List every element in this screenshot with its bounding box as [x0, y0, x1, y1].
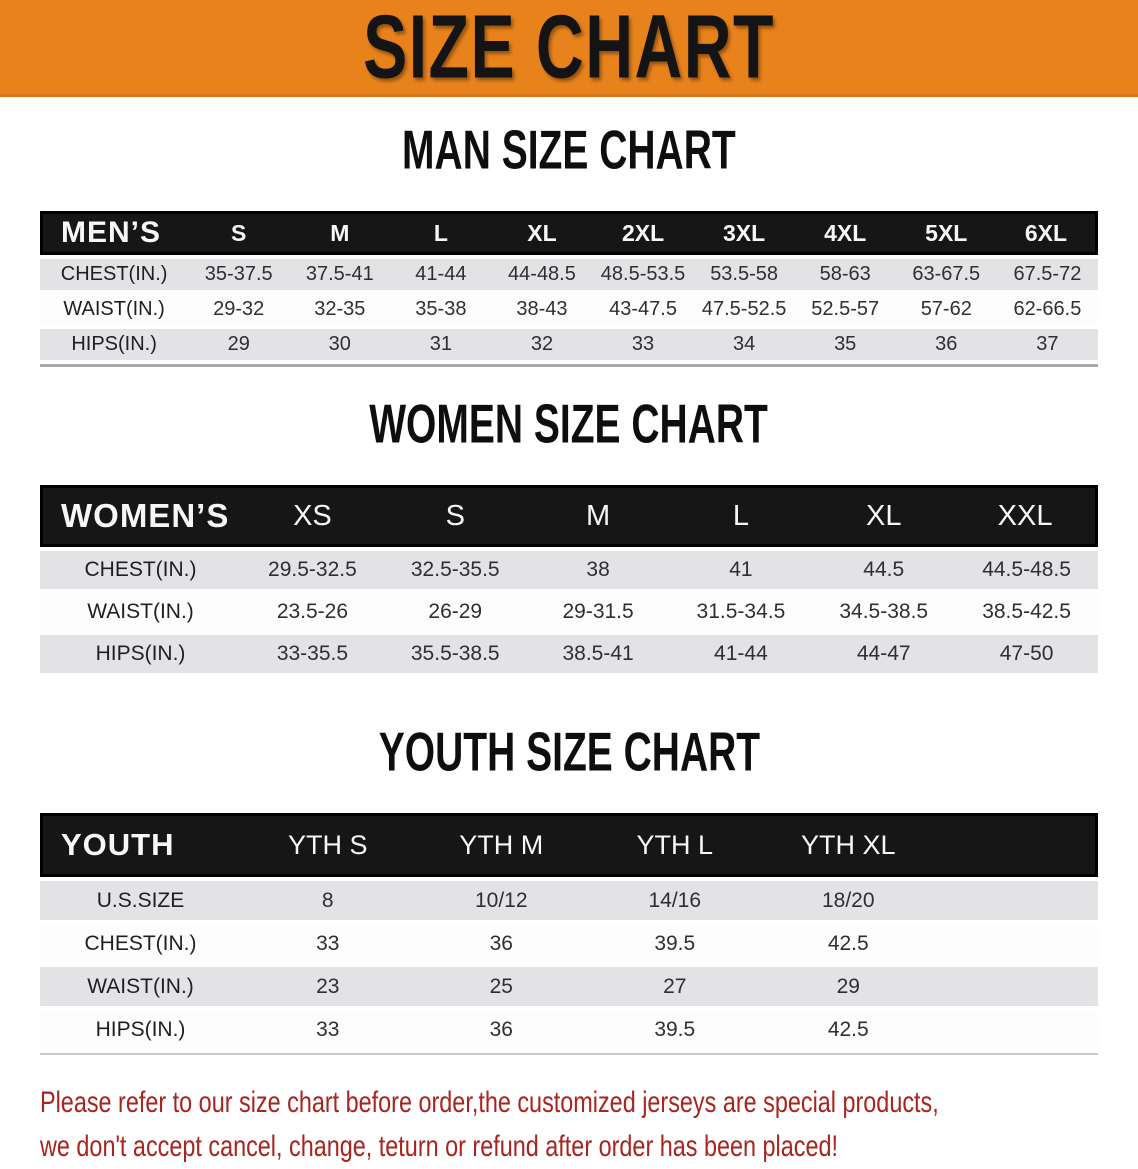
size-column-header: L	[390, 211, 491, 255]
youth-chart-heading-text: YOUTH SIZE CHART	[378, 721, 760, 783]
header-row	[40, 211, 1098, 255]
disclaimer-line-2: we don't accept cancel, change, teturn or refund after order has been placed!	[40, 1130, 838, 1163]
value-cell: 31.5-34.5	[696, 600, 786, 623]
value-cell: 8	[321, 888, 334, 912]
spacer-cell	[935, 924, 1098, 963]
value-cell: 29-32	[213, 298, 265, 320]
women-chart-heading	[40, 393, 1098, 461]
header-row	[40, 485, 1098, 547]
women-chart-heading-text: WOMEN SIZE CHART	[369, 393, 769, 455]
value-cell: 52.5-57	[811, 298, 880, 320]
women-size-table	[40, 481, 1098, 677]
size-column-header: XL	[491, 211, 592, 255]
charts-area	[0, 119, 1138, 1055]
youth-chart-heading	[40, 721, 1098, 789]
row-label-cell: U.S.SIZE	[96, 888, 185, 912]
size-column-header: YTH XL	[762, 813, 936, 877]
value-cell: 34	[732, 333, 756, 355]
value-cell: 38-43	[516, 298, 568, 320]
row-label-cell: HIPS(IN.)	[95, 642, 186, 665]
value-cell: 44-47	[856, 642, 911, 665]
value-cell: 14/16	[648, 888, 702, 912]
header-row	[40, 813, 1098, 877]
size-column-header: YTH L	[588, 813, 762, 877]
size-column-header: XXL	[955, 485, 1098, 547]
youth-size-table	[40, 809, 1098, 1053]
value-cell: 26-29	[428, 600, 483, 623]
value-cell: 30	[328, 333, 351, 355]
value-cell: 41	[729, 558, 753, 581]
women-size-table-wrap	[40, 481, 1098, 677]
table-row	[40, 593, 1098, 631]
value-cell: 31	[429, 333, 452, 355]
youth-size-table-wrap	[40, 809, 1098, 1055]
value-cell: 29.5-32.5	[268, 558, 357, 581]
size-column-header: S	[188, 211, 289, 255]
value-cell: 57-62	[920, 298, 972, 320]
value-cell: 27	[663, 974, 687, 998]
size-column-header: L	[670, 485, 813, 547]
value-cell: 42.5	[827, 1017, 869, 1041]
value-cell: 35.5-38.5	[410, 642, 500, 665]
value-cell: 34.5-38.5	[839, 600, 929, 623]
value-cell: 29	[227, 333, 250, 355]
section-women-size-chart	[40, 393, 1098, 677]
value-cell: 38.5-41	[562, 642, 634, 665]
value-cell: 32	[530, 333, 554, 355]
row-label-cell: WAIST(IN.)	[87, 600, 194, 623]
value-cell: 37.5-41	[305, 263, 374, 285]
value-cell: 58-63	[819, 263, 871, 285]
value-cell: 35-38	[415, 298, 467, 320]
value-cell: 29-31.5	[562, 600, 634, 623]
value-cell: 29	[836, 974, 860, 998]
size-column-header: 3XL	[694, 211, 795, 255]
value-cell: 63-67.5	[912, 263, 981, 285]
value-cell: 41-44	[714, 642, 768, 665]
spacer-cell	[935, 967, 1098, 1006]
man-chart-heading	[40, 119, 1098, 187]
value-cell: 53.5-58	[710, 263, 779, 285]
table-row	[40, 881, 1098, 920]
value-cell: 44-48.5	[508, 263, 576, 285]
table-row	[40, 924, 1098, 963]
row-label-cell: WAIST(IN.)	[63, 298, 165, 320]
row-label-cell: WAIST(IN.)	[87, 974, 194, 998]
man-size-table	[40, 207, 1098, 364]
value-cell: 25	[489, 974, 513, 998]
size-column-header: S	[384, 485, 527, 547]
value-cell: 33	[316, 931, 340, 955]
table-row	[40, 259, 1098, 290]
row-label-cell: CHEST(IN.)	[84, 931, 197, 955]
value-cell: 44.5	[863, 558, 905, 581]
row-label-cell: HIPS(IN.)	[95, 1017, 186, 1041]
size-column-header: XS	[241, 485, 384, 547]
spacer-cell	[935, 881, 1098, 920]
man-chart-heading-text: MAN SIZE CHART	[402, 119, 736, 181]
value-cell: 32-35	[314, 298, 366, 320]
disclaimer-line-1: Please refer to our size chart before order,the customized jerseys are special products,	[40, 1086, 939, 1119]
size-column-header: 6XL	[997, 211, 1098, 255]
value-cell: 47-50	[999, 642, 1054, 665]
value-cell: 42.5	[827, 931, 869, 955]
table-row	[40, 294, 1098, 325]
table-title-cell: YOUTH	[40, 813, 241, 877]
value-cell: 41-44	[415, 263, 467, 285]
value-cell: 39.5	[654, 1017, 696, 1041]
value-cell: 35	[834, 333, 857, 355]
table-row	[40, 1010, 1098, 1049]
value-cell: 35-37.5	[204, 263, 273, 285]
size-column-header: 4XL	[795, 211, 896, 255]
value-cell: 43-47.5	[609, 298, 677, 320]
value-cell: 33	[316, 1017, 340, 1041]
value-cell: 10/12	[474, 888, 528, 912]
value-cell: 36	[489, 931, 513, 955]
value-cell: 62-66.5	[1013, 298, 1082, 320]
size-column-header: M	[289, 211, 390, 255]
disclaimer	[0, 1081, 1138, 1169]
spacer-cell	[935, 1010, 1098, 1049]
value-cell: 36	[935, 333, 958, 355]
value-cell: 18/20	[821, 888, 875, 912]
value-cell: 39.5	[654, 931, 696, 955]
value-cell: 47.5-52.5	[701, 298, 787, 320]
man-size-table-wrap	[40, 207, 1098, 367]
table-row	[40, 329, 1098, 360]
size-column-header: 5XL	[896, 211, 997, 255]
row-label-cell: CHEST(IN.)	[84, 558, 197, 581]
value-cell: 67.5-72	[1013, 263, 1082, 285]
value-cell: 32.5-35.5	[410, 558, 500, 581]
title-banner	[0, 0, 1138, 97]
size-column-header: 2XL	[593, 211, 694, 255]
table-row	[40, 635, 1098, 673]
value-cell: 23.5-26	[276, 600, 349, 623]
table-row	[40, 967, 1098, 1006]
row-label-cell: HIPS(IN.)	[71, 333, 157, 355]
value-cell: 33	[631, 333, 655, 355]
section-man-size-chart	[40, 119, 1098, 367]
page-title: SIZE CHART	[363, 0, 775, 97]
header-spacer-cell	[935, 813, 1098, 877]
table-row	[40, 551, 1098, 589]
size-column-header: YTH M	[415, 813, 589, 877]
size-column-header: YTH S	[241, 813, 415, 877]
table-title-cell: WOMEN’S	[40, 485, 241, 547]
value-cell: 23	[316, 974, 340, 998]
value-cell: 36	[489, 1017, 513, 1041]
row-label-cell: CHEST(IN.)	[60, 263, 168, 285]
value-cell: 48.5-53.5	[600, 263, 686, 285]
size-column-header: XL	[812, 485, 955, 547]
table-title-cell: MEN’S	[40, 211, 188, 255]
value-cell: 33-35.5	[276, 642, 349, 665]
value-cell: 38	[586, 558, 610, 581]
value-cell: 44.5-48.5	[982, 558, 1071, 581]
value-cell: 37	[1036, 333, 1059, 355]
section-youth-size-chart	[40, 721, 1098, 1055]
size-column-header: M	[527, 485, 670, 547]
value-cell: 38.5-42.5	[982, 600, 1071, 623]
